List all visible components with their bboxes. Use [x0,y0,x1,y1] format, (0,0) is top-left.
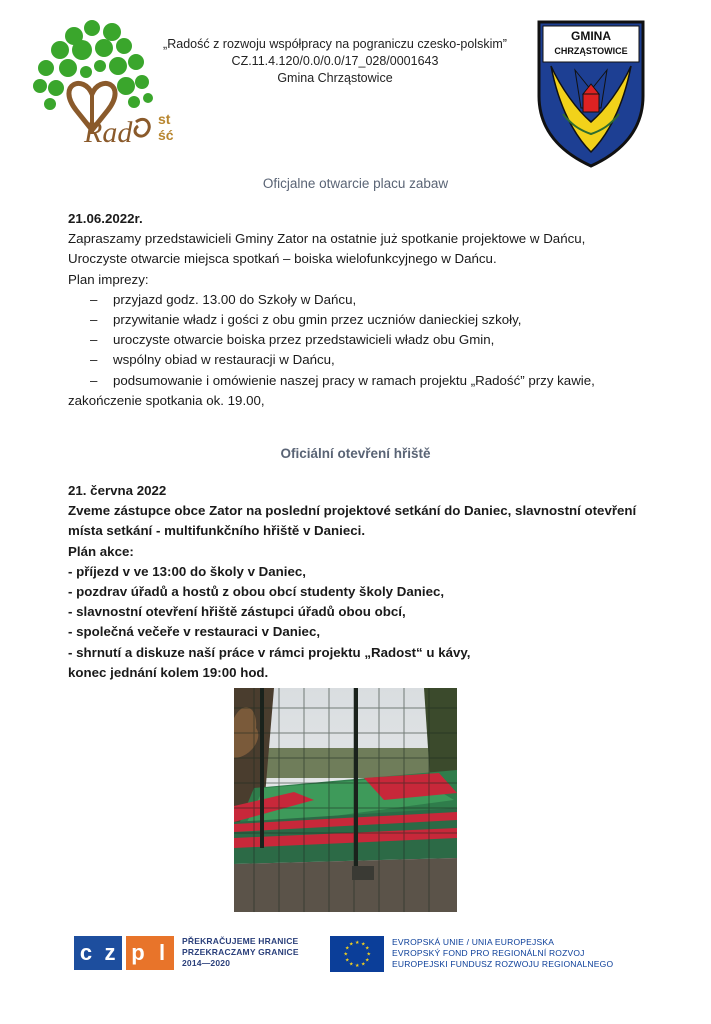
czpl-text [182,936,299,969]
cz-intro-1: Zveme zástupce obce Zator na poslední projektové setkání do Daniec, slavnostní otevření [68,503,637,519]
cz-plan-item: - příjezd v ve 13:00 do školy v Daniec, [68,563,306,579]
gmina-crest [535,18,647,168]
pl-plan-item-text: wspólny obiad w restauracji w Dańcu, [113,352,335,368]
svg-text:★: ★ [349,961,354,968]
pl-section-body [68,209,658,411]
project-header [140,36,530,87]
logo-suffix-top: st [158,111,171,127]
pl-plan-label: Plan imprezy: [68,271,149,287]
municipality-name: Gmina Chrząstowice [277,71,393,85]
pl-date: 21.06.2022r. [68,211,143,226]
czpl-line3: 2014—2020 [182,958,231,968]
cz-date: 21. června 2022 [68,483,167,498]
logo-text: Rad [84,116,133,149]
eu-line1: EVROPSKÁ UNIE / UNIA EUROPEJSKA [392,937,555,947]
project-quote: „Radość z rozwoju współpracy na pograniczu czesko-polskim” [163,37,507,51]
svg-text:★: ★ [349,941,354,948]
pl-plan-item-text: uroczyste otwarcie boiska przez przedstawicieli władz obu Gmin, [113,332,495,348]
crest-line2: CHRZĄSTOWICE [554,46,628,56]
pl-plan-item-text: przywitanie władz i gości z obu gmin przez uczniów danieckiej szkoły, [113,312,522,328]
pl-plan-item [68,330,658,350]
czpl-letter: z [98,936,122,970]
czpl-letter: p [126,936,150,970]
svg-text:★: ★ [355,963,360,969]
svg-text:★: ★ [361,941,366,948]
pl-plan-item [68,290,658,310]
cz-plan-item: - pozdrav úřadů a hostů z obou obcí studenty školy Daniec, [68,584,445,600]
eu-line3: EUROPEJSKI FUNDUSZ ROZWOJU REGIONALNEGO [392,959,614,969]
pl-plan-item [68,350,658,370]
svg-text:★: ★ [365,957,370,964]
dash: – [90,312,98,328]
dash: – [90,291,98,307]
czpl-letter: l [150,936,174,970]
czpl-line2: PRZEKRACZAMY GRANICE [182,947,299,957]
czpl-programme-logo [74,933,314,977]
svg-text:★: ★ [365,945,370,952]
cz-closing: konec jednání kolem 19:00 hod. [68,664,269,680]
svg-text:★: ★ [361,961,366,968]
dash: – [90,352,98,368]
svg-text:★: ★ [355,940,360,946]
pl-plan-item-text: przyjazd godz. 13.00 do Szkoły w Dańcu, [113,291,357,307]
pl-section-title: Oficjalne otwarcie placu zabaw [262,176,449,191]
eu-logo [330,934,630,976]
project-code: CZ.11.4.120/0.0/0.0/17_028/0001643 [231,54,439,68]
svg-text:★: ★ [345,957,350,964]
crest-line1: GMINA [571,29,611,43]
cz-section-title: Oficiální otevření hřiště [280,446,431,461]
svg-text:★: ★ [343,951,348,958]
logo-suffix-bottom: ść [158,127,174,143]
pl-intro-1: Zapraszamy przedstawicieli Gminy Zator na ostatnie już spotkanie projektowe w Dańcu, [68,231,586,247]
svg-text:★: ★ [345,945,350,952]
cz-plan-item: - společná večeře v restauraci v Daniec, [68,624,321,640]
cz-section-body [68,481,658,683]
pl-intro-2: Uroczyste otwarcie miejsca spotkań – boiska wielofunkcyjnego w Dańcu. [68,251,497,267]
cz-plan-label: Plán akce: [68,543,134,559]
cz-plan-item: - shrnutí a diskuze naší práce v rámci projektu „Radost“ u kávy, [68,644,471,660]
pl-closing: zakończenie spotkania ok. 19.00, [68,392,265,408]
playground-photo [234,688,457,912]
eu-line2: EVROPSKÝ FOND PRO REGIONÁLNÍ ROZVOJ [392,948,585,958]
cz-intro-2: místa setkání - multifunkčního hřiště v Danieci. [68,523,366,539]
cz-plan-item: - slavnostní otevření hřiště zástupci úřadů obou obcí, [68,604,406,620]
pl-plan-item [68,310,658,330]
eu-text [392,937,613,970]
svg-text:★: ★ [366,951,371,958]
czpl-line1: PŘEKRAČUJEME HRANICE [182,936,299,946]
pl-plan-item-text: podsumowanie i omówienie naszej pracy w ramach projektu „Radość” przy kawie, [113,372,595,388]
dash: – [90,372,98,388]
czpl-letter: c [74,936,98,970]
dash: – [90,332,98,348]
pl-plan-item [68,371,658,391]
eu-flag-icon [330,936,384,972]
